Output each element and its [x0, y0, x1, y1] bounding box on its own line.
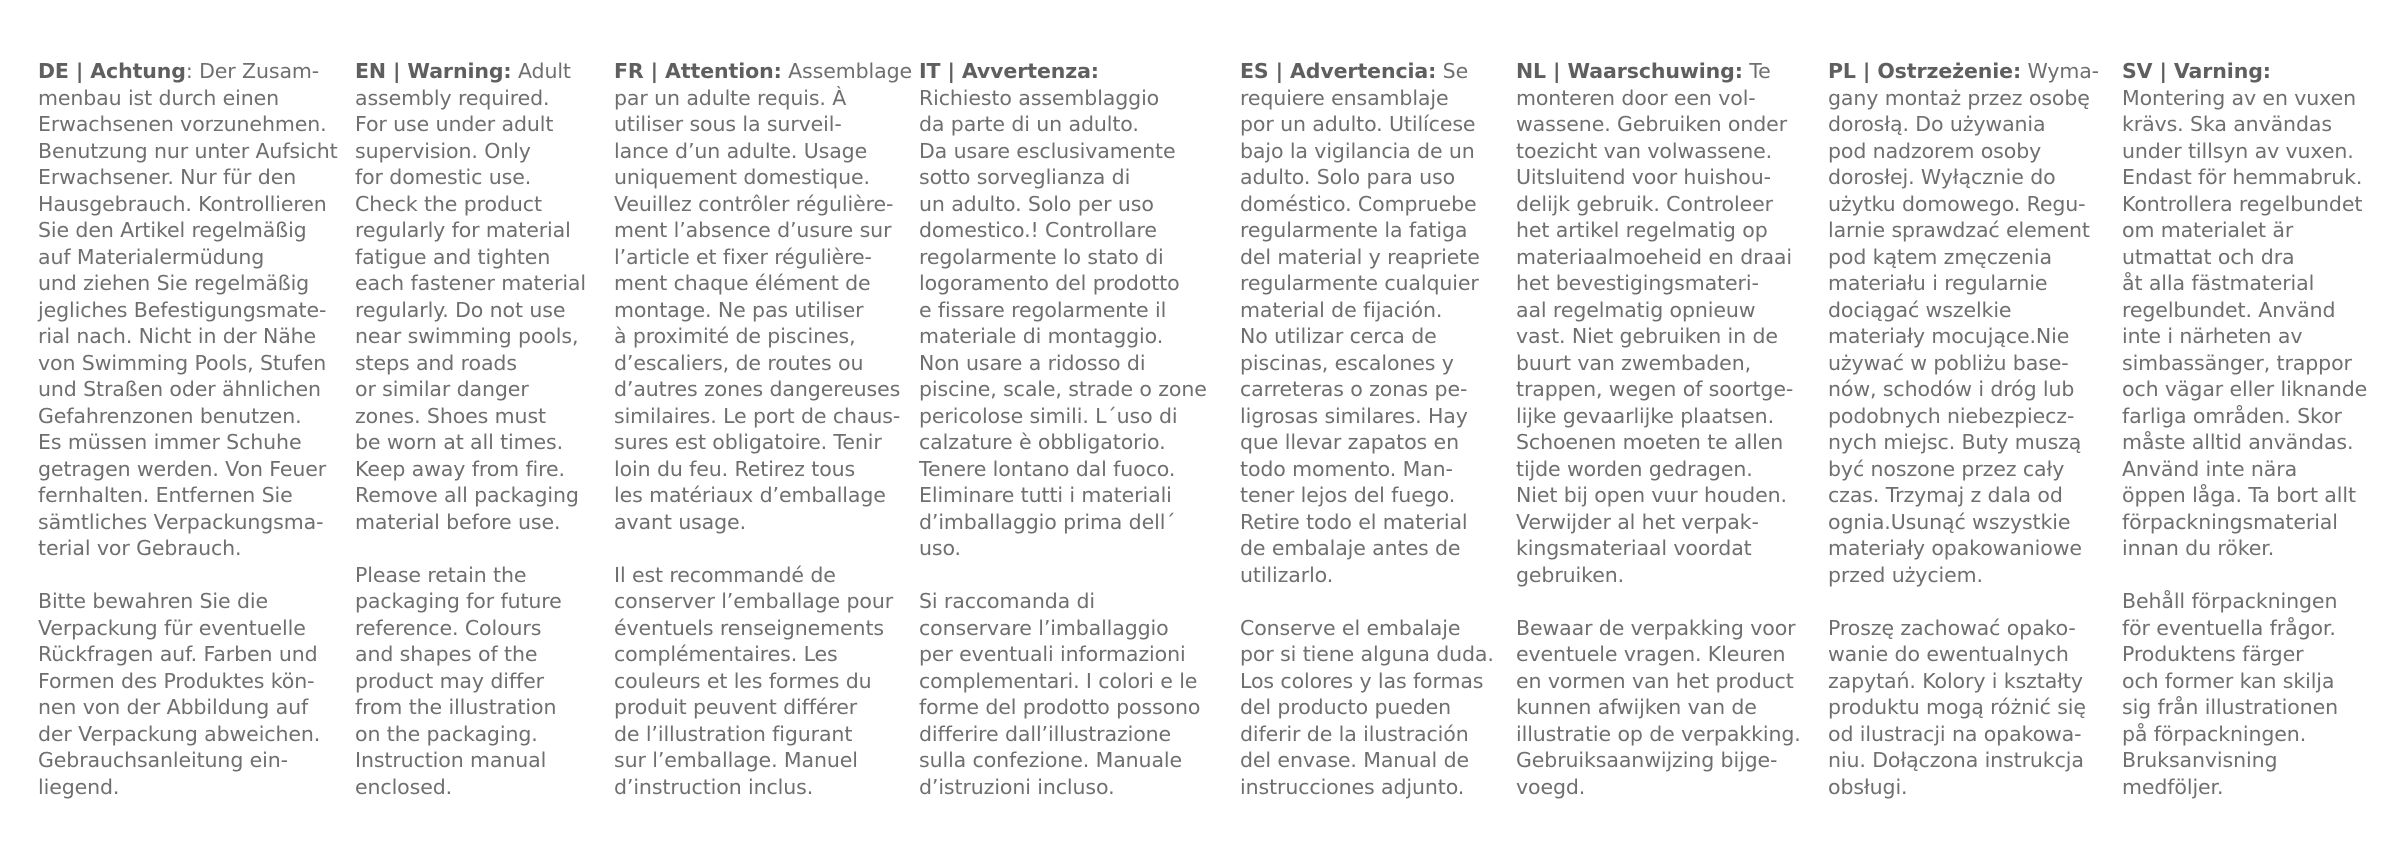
- warning-paragraph-es: [1240, 58, 1494, 588]
- warning-paragraph-sv: [2122, 58, 2367, 562]
- note-paragraph-es: Conserve el embalaje por si tiene alguna duda. Los colores y las formas del producto pueden diferir de la ilustración del envase. Manual de instrucciones adjunto.: [1240, 615, 1494, 799]
- warning-text-pl: Wyma- gany montaż przez osobę dorosłą. Do używania pod nadzorem osoby dorosłej. Wyłącznie do użytku domowego. Regu- larnie sprawdzać element pod kątem zmęczenia materiału i regularnie dociągać wszelkie materiały mocujące.Nie używać w pobliżu base- nów, schodów i dróg lub podobnych niebezpiecz- nych miejsc. Buty muszą być noszone przez cały czas. Trzymaj z dala od ognia.Usunąć wszystkie materiały opakowaniowe przed użyciem.: [1828, 59, 2099, 587]
- column-en: [355, 58, 586, 800]
- warning-paragraph-fr: [614, 58, 912, 535]
- note-paragraph-nl: Bewaar de verpakking voor eventuele vragen. Kleuren en vormen van het product kunnen afwijken van de illustratie op de verpakking. Gebruiksaanwijzing bijge- voegd.: [1516, 615, 1801, 799]
- column-it: [919, 58, 1207, 800]
- column-pl: [1828, 58, 2099, 800]
- warning-paragraph-nl: [1516, 58, 1801, 588]
- warning-text-nl: Te monteren door een vol- wassene. Gebruiken onder toezicht van volwassene. Uitsluitend voor huishou- delijk gebruik. Controleer het artikel regelmatig op materiaalmoeheid en draai het bevestigingsmateri- aal regelmatig opnieuw vast. Niet gebruiken in de buurt van zwembaden, trappen, wegen of soortge- lijke gevaarlijke plaatsen. Schoenen moeten te allen tijde worden gedragen. Niet bij open vuur houden. Verwijder al het verpak- kingsmateriaal voordat gebruiken.: [1516, 59, 1794, 587]
- note-paragraph-en: Please retain the packaging for future reference. Colours and shapes of the product may differ from the illustration on the packaging. Instruction manual enclosed.: [355, 562, 562, 799]
- heading-pl: PL | Ostrzeżenie:: [1828, 59, 2022, 83]
- column-es: [1240, 58, 1494, 800]
- warning-paragraph-de: [38, 58, 338, 562]
- note-paragraph-de: Bitte bewahren Sie die Verpackung für eventuelle Rückfragen auf. Farben und Formen des Produktes kön- nen von der Abbildung auf der Verpackung abweichen. Gebrauchsanleitung ein- liegend.: [38, 589, 321, 799]
- warning-paragraph-it: [919, 58, 1207, 562]
- column-sv: [2122, 58, 2367, 800]
- heading-en: EN | Warning:: [355, 59, 512, 83]
- warning-text-en: Adult assembly required. For use under adult supervision. Only for domestic use. Check the product regularly for material fatigue and tighten each fastener material regularly. Do not use near swimming pools, steps and roads or similar danger zones. Shoes must be worn at all times. Keep away from fire. Remove all packaging material before use.: [355, 59, 586, 534]
- warning-text-fr: Assemblage par un adulte requis. À utiliser sous la surveil- lance d’un adulte. Usage uniquement domestique. Veuillez contrôler régulière- ment l’absence d’usure sur l’article et fixer régulière- ment chaque élément de montage. Ne pas utiliser à proximité de piscines, d’escaliers, de routes ou d’autres zones dangereuses similaires. Le port de chaus- sures est obligatoire. Tenir loin du feu. Retirez tous les matériaux d’emballage avant usage.: [614, 59, 912, 534]
- warning-paragraph-pl: [1828, 58, 2099, 588]
- warning-text-de: : Der Zusam- menbau ist durch einen Erwachsenen vorzunehmen. Benutzung nur unter Aufsicht Erwachsener. Nur für den Hausgebrauch. Kontrollieren Sie den Artikel regelmäßig auf Materialermüdung und ziehen Sie regelmäßig jegliches Befestigungsmate- rial nach. Nicht in der Nähe von Swimming Pools, Stufen und Straßen oder ähnlichen Gefahrenzonen benutzen. Es müssen immer Schuhe getragen werden. Von Feuer fernhalten. Entfernen Sie sämtliches Verpackungsma- terial vor Gebrauch.: [38, 59, 338, 560]
- heading-nl: NL | Waarschuwing:: [1516, 59, 1743, 83]
- heading-es: ES | Advertencia:: [1240, 59, 1437, 83]
- warning-paragraph-en: [355, 58, 586, 535]
- note-paragraph-pl: Proszę zachować opako- wanie do ewentualnych zapytań. Kolory i kształty produktu mogą różnić się od ilustracji na opakowa- niu. Dołączona instrukcja obsługi.: [1828, 615, 2086, 799]
- heading-it: IT | Avvertenza:: [919, 59, 1099, 83]
- warning-text-es: Se requiere ensamblaje por un adulto. Utilícese bajo la vigilancia de un adulto. Solo para uso doméstico. Compruebe regularmente la fatiga del material y reapriete regularmente cualquier material de fijación. No utilizar cerca de piscinas, escalones y carreteras o zonas pe- ligrosas similares. Hay que llevar zapatos en todo momento. Man- tener lejos del fuego. Retire todo el material de embalaje antes de utilizarlo.: [1240, 59, 1480, 587]
- warning-text-it: Richiesto assemblaggio da parte di un adulto. Da usare esclusivamente sotto sorveglianza di un adulto. Solo per uso domestico.! Controllare regolarmente lo stato di logoramento del prodotto e fissare regolarmente il materiale di montaggio. Non usare a ridosso di piscine, scale, strade o zone pericolose simili. L´uso di calzature è obbligatorio. Tenere lontano dal fuoco. Eliminare tutti i materiali d’imballaggio prima dell´ uso.: [919, 85, 1207, 560]
- heading-de: DE | Achtung: [38, 59, 186, 83]
- note-paragraph-fr: Il est recommandé de conserver l’emballage pour éventuels renseignements complémentaires. Les couleurs et les formes du produit peuvent différer de l’illustration figurant sur l’emballage. Manuel d’instruction inclus.: [614, 562, 894, 799]
- column-nl: [1516, 58, 1801, 800]
- heading-sv: SV | Varning:: [2122, 59, 2271, 83]
- warning-text-sv: Montering av en vuxen krävs. Ska användas under tillsyn av vuxen. Endast för hemmabruk. Kontrollera regelbundet om materialet är utmattat och dra åt alla fästmaterial regelbundet. Använd inte i närheten av simbassänger, trappor och vägar eller liknande farliga områden. Skor måste alltid användas. Använd inte nära öppen låga. Ta bort allt förpackningsmaterial innan du röker.: [2122, 85, 2368, 560]
- note-paragraph-sv: Behåll förpackningen för eventuella frågor. Produktens färger och former kan skilja sig från illustrationen på förpackningen. Bruksanvisning medföljer.: [2122, 589, 2338, 799]
- column-fr: [614, 58, 912, 800]
- column-de: [38, 58, 338, 800]
- heading-fr: FR | Attention:: [614, 59, 782, 83]
- note-paragraph-it: Si raccomanda di conservare l’imballaggio per eventuali informazioni complementari. I colori e le forme del prodotto possono differire dall’illustrazione sulla confezione. Manuale d’istruzioni incluso.: [919, 589, 1201, 799]
